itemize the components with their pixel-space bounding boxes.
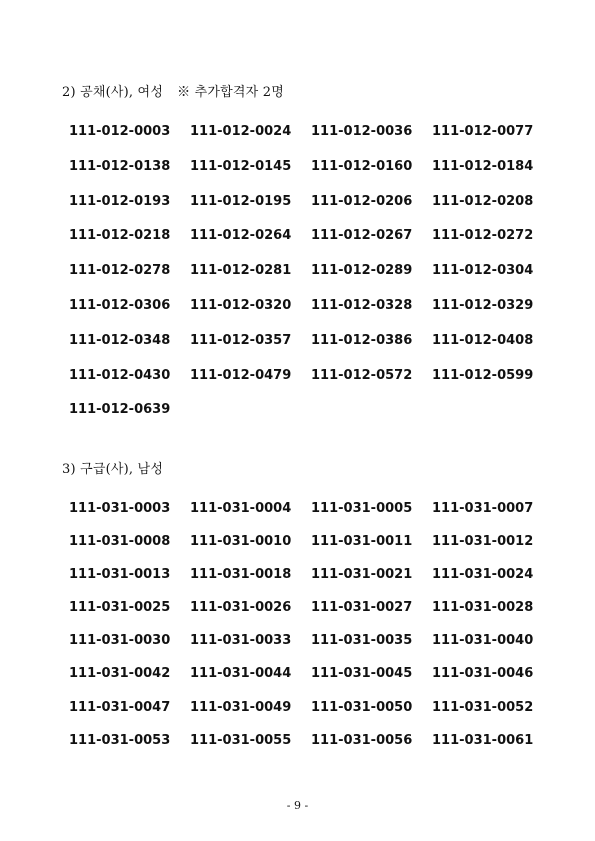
candidate-number: 111-031-0030 — [69, 633, 171, 649]
candidate-number: 111-031-0010 — [190, 534, 292, 550]
candidate-number: 111-031-0024 — [432, 567, 534, 583]
candidate-number: 111-031-0044 — [190, 666, 292, 682]
candidate-number: 111-031-0028 — [432, 600, 534, 616]
candidate-number: 111-012-0267 — [311, 228, 413, 244]
candidate-number: 111-012-0264 — [190, 228, 292, 244]
candidate-number: 111-012-0357 — [190, 332, 292, 348]
candidate-number: 111-012-0289 — [311, 263, 413, 279]
candidate-number: 111-031-0053 — [69, 732, 171, 748]
candidate-number: 111-012-0138 — [69, 158, 171, 174]
candidate-number: 111-012-0184 — [432, 158, 534, 174]
candidate-number: 111-031-0052 — [432, 699, 534, 715]
additional-passers-note: ※ 추가합격자 2명 — [177, 85, 284, 100]
candidate-number: 111-012-0206 — [311, 193, 413, 209]
candidate-number: 111-031-0008 — [69, 534, 171, 550]
candidate-number: 111-031-0018 — [190, 567, 292, 583]
candidate-number: 111-012-0304 — [432, 263, 534, 279]
candidate-number: 111-012-0193 — [69, 193, 171, 209]
candidate-number: 111-012-0208 — [432, 193, 534, 209]
candidate-number: 111-031-0047 — [69, 699, 171, 715]
candidate-number: 111-012-0348 — [69, 332, 171, 348]
candidate-number: 111-031-0055 — [190, 732, 292, 748]
candidate-number: 111-012-0003 — [69, 124, 171, 139]
candidate-number: 111-031-0046 — [432, 666, 534, 682]
candidate-number: 111-012-0430 — [69, 367, 171, 383]
candidate-number: 111-012-0218 — [69, 228, 171, 244]
candidate-number: 111-012-0572 — [311, 367, 413, 383]
candidate-number: 111-031-0035 — [311, 633, 413, 649]
candidate-number: 111-031-0007 — [432, 501, 534, 516]
candidate-number: 111-012-0278 — [69, 263, 171, 279]
candidate-number: 111-031-0033 — [190, 633, 292, 649]
candidate-number: 111-031-0012 — [432, 534, 534, 550]
candidate-number: 111-031-0049 — [190, 699, 292, 715]
candidate-number: 111-012-0386 — [311, 332, 413, 348]
candidate-number: 111-012-0306 — [69, 297, 171, 313]
candidate-number: 111-012-0408 — [432, 332, 534, 348]
candidate-number: 111-031-0061 — [432, 732, 534, 748]
candidate-number: 111-012-0036 — [311, 124, 413, 139]
section-title: 3) 구급(사), 남성 — [62, 462, 164, 477]
candidate-number: 111-012-0328 — [311, 297, 413, 313]
candidate-number: 111-031-0011 — [311, 534, 413, 550]
number-list-paramedic-men — [69, 501, 569, 766]
candidate-number: 111-012-0639 — [69, 402, 171, 418]
candidate-number: 111-012-0599 — [432, 367, 534, 383]
candidate-number: 111-031-0050 — [311, 699, 413, 715]
candidate-number: 111-012-0024 — [190, 124, 292, 139]
candidate-number: 111-031-0013 — [69, 567, 171, 583]
candidate-number: 111-031-0025 — [69, 600, 171, 616]
section-title: 2) 공채(사), 여성 — [62, 85, 164, 100]
candidate-number: 111-031-0042 — [69, 666, 171, 682]
candidate-number: 111-031-0040 — [432, 633, 534, 649]
section-heading-paramedic-men — [62, 458, 163, 477]
candidate-number: 111-031-0056 — [311, 732, 413, 748]
candidate-number: 111-012-0479 — [190, 367, 292, 383]
candidate-number: 111-031-0021 — [311, 567, 413, 583]
candidate-number: 111-031-0004 — [190, 501, 292, 516]
candidate-number: 111-012-0320 — [190, 297, 292, 313]
page-number: - 9 - — [286, 799, 309, 812]
candidate-number: 111-012-0329 — [432, 297, 534, 313]
candidate-number: 111-012-0272 — [432, 228, 534, 244]
number-list-women — [69, 124, 569, 437]
candidate-number: 111-031-0027 — [311, 600, 413, 616]
candidate-number: 111-012-0160 — [311, 158, 413, 174]
candidate-number: 111-012-0077 — [432, 124, 534, 139]
candidate-number: 111-031-0045 — [311, 666, 413, 682]
candidate-number: 111-012-0281 — [190, 263, 292, 279]
candidate-number: 111-031-0005 — [311, 501, 413, 516]
section-heading-women — [62, 81, 284, 100]
candidate-number: 111-012-0195 — [190, 193, 292, 209]
candidate-number: 111-012-0145 — [190, 158, 292, 174]
candidate-number: 111-031-0026 — [190, 600, 292, 616]
candidate-number: 111-031-0003 — [69, 501, 171, 516]
